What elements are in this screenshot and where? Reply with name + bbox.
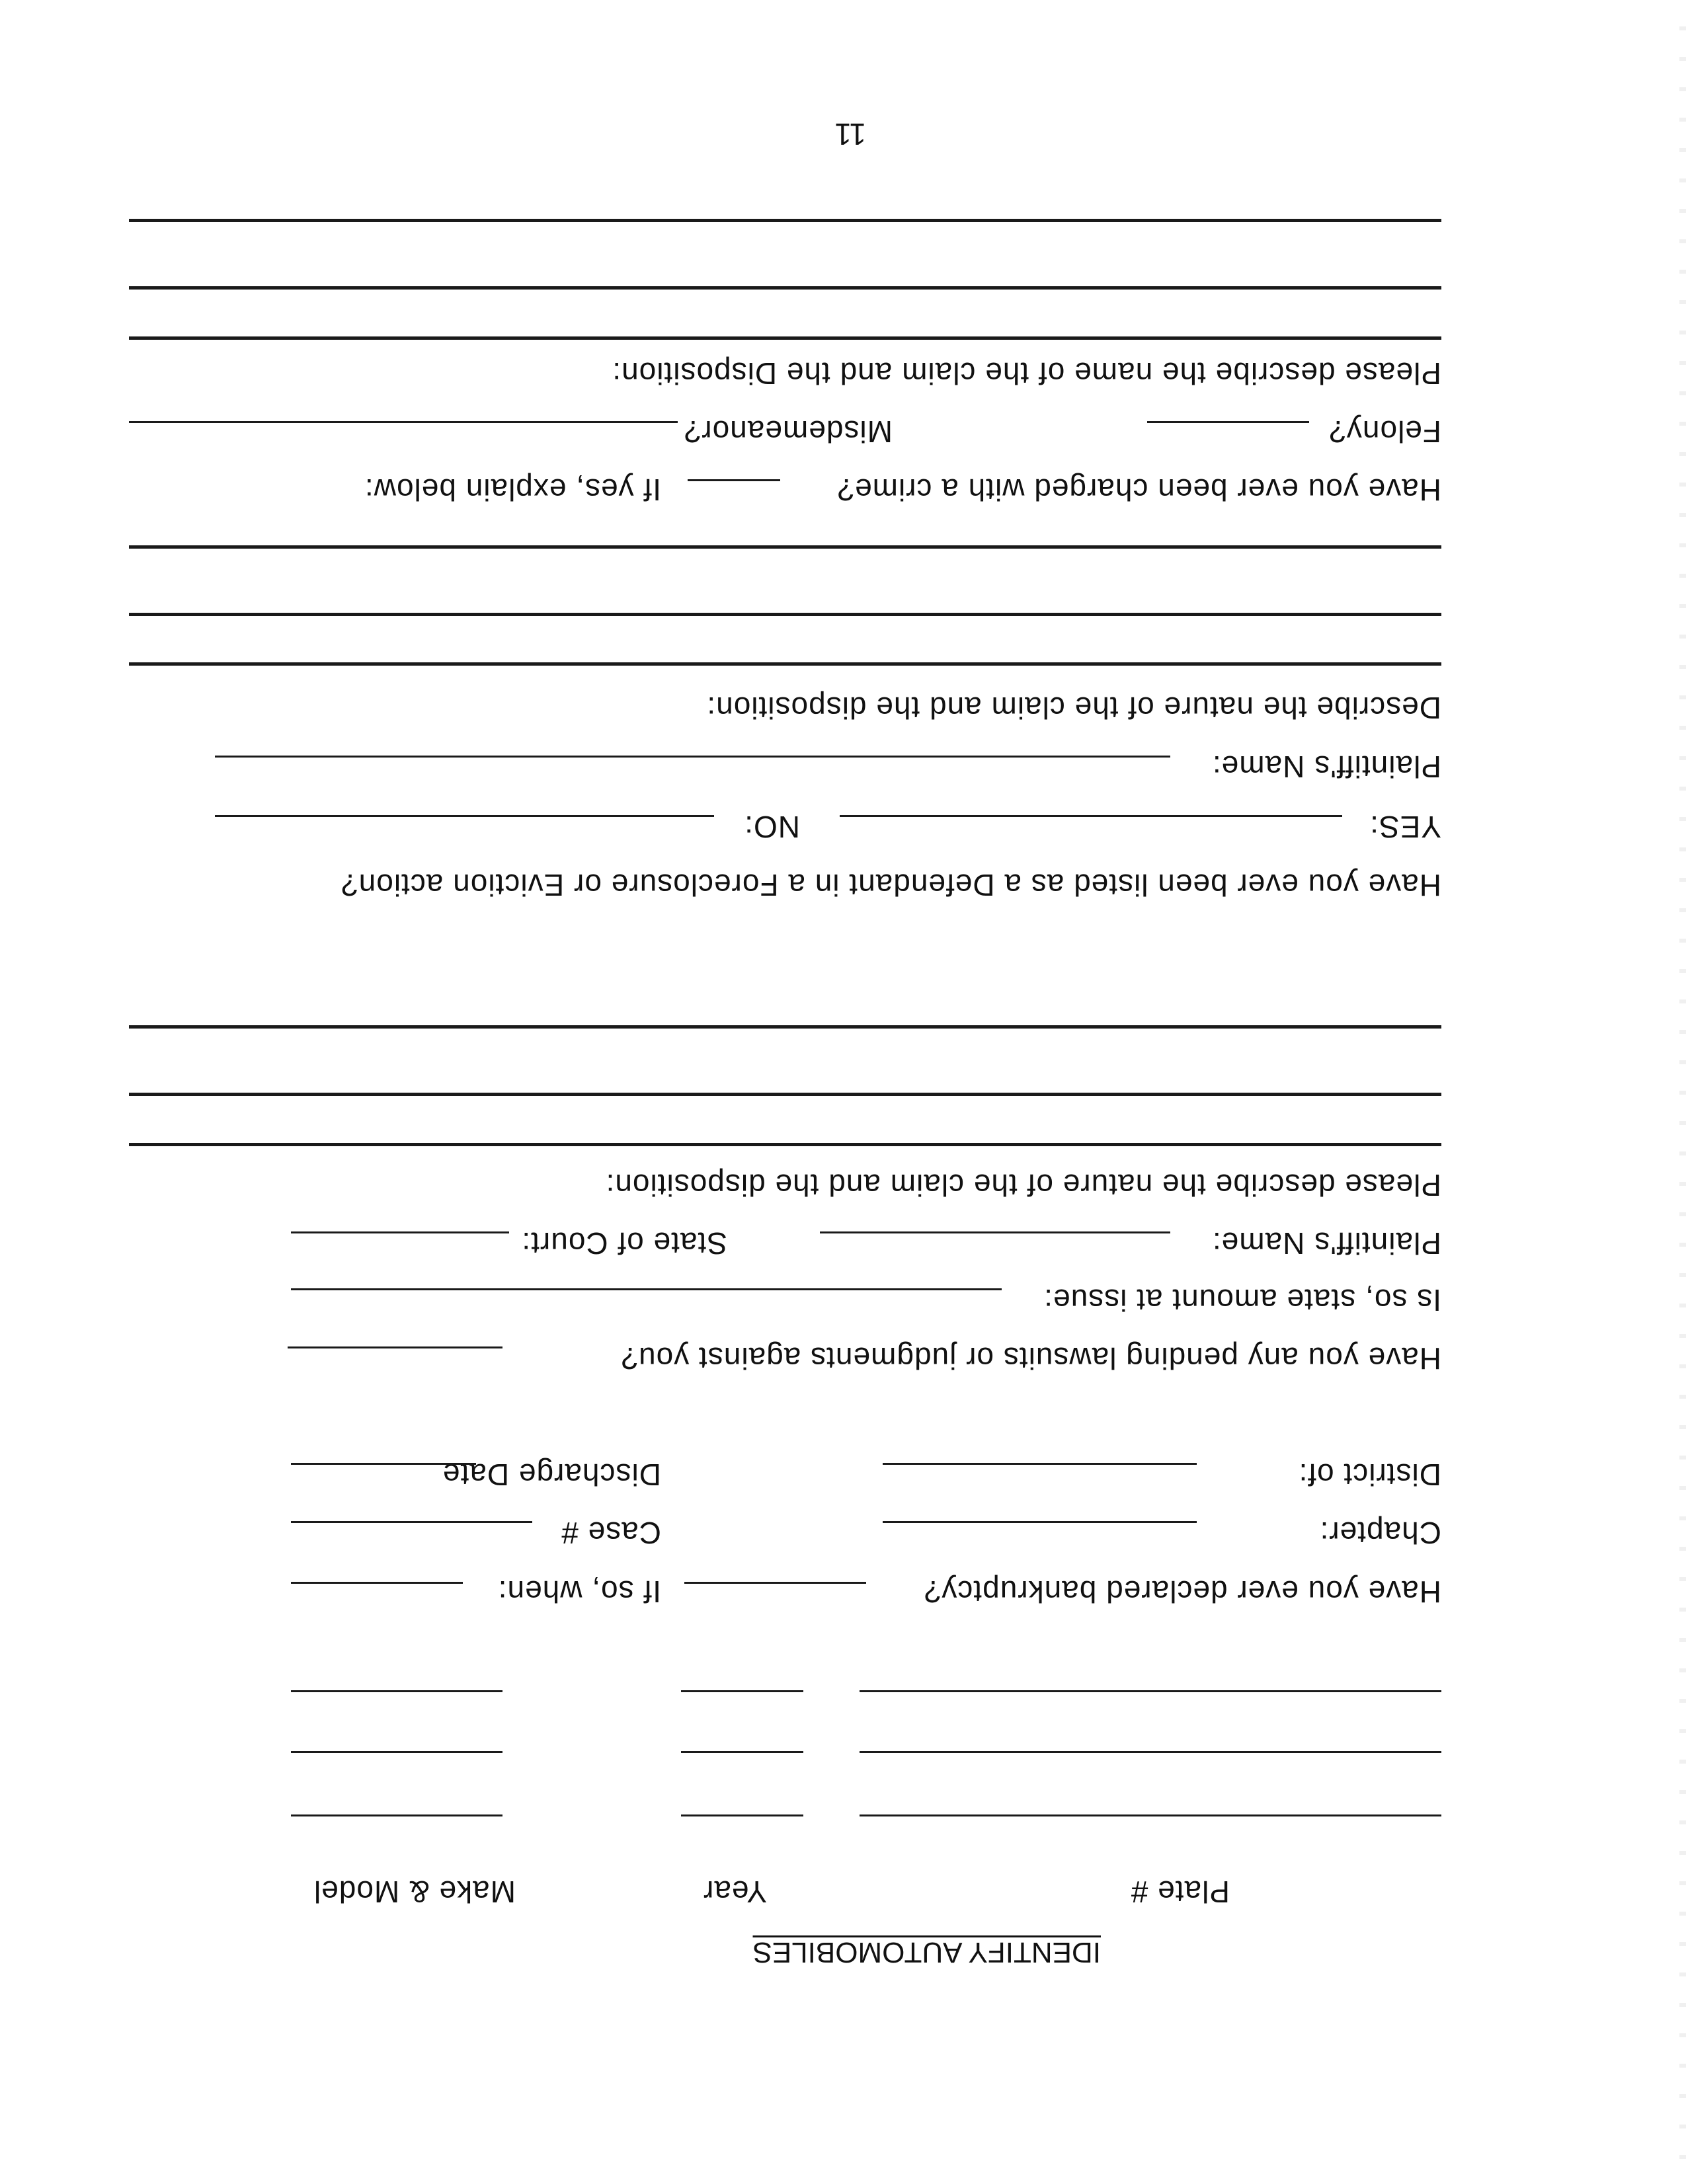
plate-field-3[interactable] — [291, 1690, 502, 1692]
crime-answer-field[interactable] — [688, 479, 780, 481]
crime-if-yes-label: If yes, explain below: — [364, 473, 661, 507]
bankruptcy-when-field[interactable] — [291, 1582, 463, 1584]
foreclosure-plaintiff-field[interactable] — [215, 756, 1170, 758]
foreclosure-describe-label: Describe the nature of the claim and the disposition: — [706, 691, 1441, 725]
crime-describe-label: Please describe the name of the claim and the Disposition: — [612, 356, 1441, 391]
bankruptcy-answer-field[interactable] — [684, 1582, 866, 1584]
foreclosure-yes-label: YES: — [1369, 810, 1441, 844]
state-of-court-field[interactable] — [291, 1231, 509, 1233]
amount-at-issue-label: Is so, state amount at issue: — [1043, 1283, 1441, 1317]
plate-field-2[interactable] — [291, 1751, 502, 1753]
felony-label: Felony? — [1328, 414, 1441, 449]
lawsuits-answer-field[interactable] — [288, 1346, 502, 1348]
foreclosure-question: Have you ever been listed as a Defendant in a Foreclosure or Eviction action? — [341, 868, 1441, 902]
crime-explain-line-3[interactable] — [129, 219, 1441, 222]
case-field[interactable] — [291, 1521, 532, 1523]
automobiles-heading: IDENTIFY AUTOMOBILES — [752, 1936, 1101, 1969]
plate-field-1[interactable] — [291, 1814, 502, 1816]
chapter-label: Chapter: — [1319, 1516, 1441, 1550]
chapter-field[interactable] — [883, 1521, 1197, 1523]
discharge-date-field[interactable] — [291, 1463, 476, 1465]
crime-question: Have you ever been charged with a crime? — [836, 473, 1441, 507]
lawsuit-explain-line-2[interactable] — [129, 1093, 1441, 1096]
lawsuits-question: Have you any pending lawsuits or judgments against you? — [620, 1341, 1441, 1376]
foreclosure-yes-field[interactable] — [840, 815, 1342, 817]
year-column-header: Year — [703, 1875, 767, 1909]
misdemeanor-field[interactable] — [129, 421, 678, 423]
plate-column-header: Plate # — [1130, 1875, 1230, 1909]
year-field-2[interactable] — [681, 1751, 803, 1753]
state-of-court-label: State of Court: — [521, 1226, 727, 1261]
foreclosure-explain-line-1[interactable] — [129, 662, 1441, 666]
district-field[interactable] — [883, 1463, 1197, 1465]
lawsuit-plaintiff-label: Plaintiff's Name: — [1211, 1226, 1441, 1261]
foreclosure-no-label: NO: — [744, 810, 800, 844]
make-model-field-2[interactable] — [860, 1751, 1441, 1753]
foreclosure-no-field[interactable] — [215, 815, 714, 817]
amount-at-issue-field[interactable] — [291, 1288, 1002, 1290]
felony-field[interactable] — [1147, 421, 1309, 423]
case-label: Case # — [561, 1516, 661, 1550]
misdemeanor-label: Misdemeanor? — [683, 414, 893, 449]
lawsuit-explain-line-1[interactable] — [129, 1143, 1441, 1146]
bankruptcy-when-label: If so, when: — [497, 1575, 661, 1609]
scan-edge-artifact — [1679, 0, 1686, 2184]
page-number: 11 — [834, 117, 866, 151]
year-field-1[interactable] — [681, 1814, 803, 1816]
foreclosure-plaintiff-label: Plaintiff's Name: — [1211, 750, 1441, 784]
foreclosure-explain-line-2[interactable] — [129, 613, 1441, 616]
crime-explain-line-1[interactable] — [129, 336, 1441, 340]
make-model-column-header: Make & Model — [313, 1875, 516, 1909]
district-label: District of: — [1298, 1458, 1441, 1492]
lawsuit-describe-label: Please describe the nature of the claim and the disposition: — [605, 1168, 1441, 1202]
discharge-date-label: Discharge Date — [442, 1458, 661, 1492]
crime-explain-line-2[interactable] — [129, 286, 1441, 290]
lawsuit-explain-line-3[interactable] — [129, 1025, 1441, 1029]
make-model-field-3[interactable] — [860, 1690, 1441, 1692]
year-field-3[interactable] — [681, 1690, 803, 1692]
lawsuit-plaintiff-field[interactable] — [820, 1231, 1170, 1233]
bankruptcy-question: Have you ever declared bankruptcy? — [923, 1575, 1441, 1609]
foreclosure-explain-line-3[interactable] — [129, 545, 1441, 549]
make-model-field-1[interactable] — [860, 1814, 1441, 1816]
